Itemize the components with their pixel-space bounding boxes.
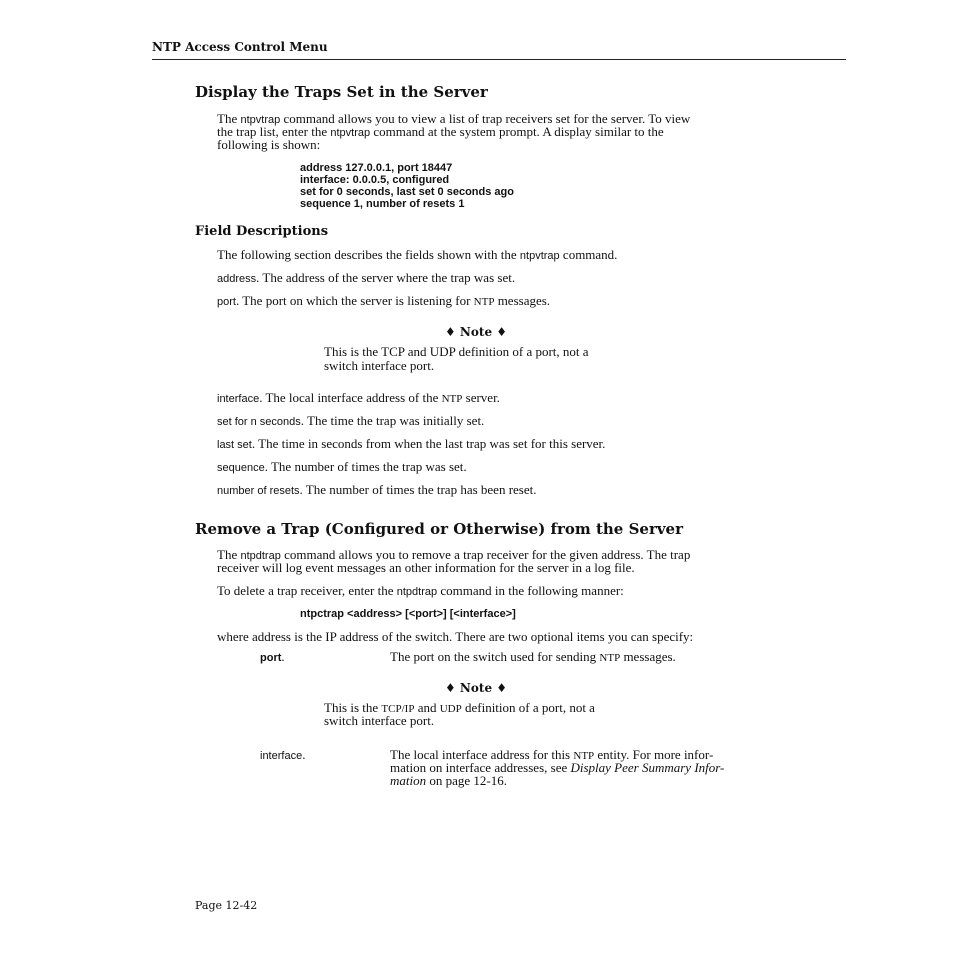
cross-reference-link[interactable]: mation [390,773,427,788]
field-term: last set [217,439,252,451]
field-interface: interface. The local interface address of the NTP server. [217,390,500,405]
command-ntpvtrap: ntpvtrap [330,127,371,139]
note-line-2: switch interface port. [324,358,435,373]
option-interface-desc-line-1: The local interface address for this NTP entity. For more infor- [390,747,714,762]
intro-line-1: The ntpvtrap command allows you to view a list of trap receivers set for the server. To view [217,111,691,126]
command-ntpvtrap: ntpvtrap [240,114,281,126]
option-port-desc: The port on the switch used for sending NTP messages. [390,649,676,664]
section-title-display-traps: Display the Traps Set in the Server [195,83,488,101]
delete-instruction: To delete a trap receiver, enter the ntpdtrap command in the following manner: [217,583,624,598]
page-number: Page 12-42 [195,899,258,912]
field-term: number of resets [217,485,300,497]
field-term: set for n seconds [217,416,301,428]
section-title-remove-trap: Remove a Trap (Configured or Otherwise) from the Server [195,520,684,538]
note-title: ♦ Note ♦ [445,681,508,695]
option-interface-term: interface. [260,747,306,762]
field-number-of-resets: number of resets. The number of times the trap has been reset. [217,482,537,497]
output-line: address 127.0.0.1, port 18447 [300,162,453,174]
field-term: address [217,273,257,285]
intro-line-2: the trap list, enter the ntpvtrap command at the system prompt. A display similar to the [217,124,664,139]
header-rule [152,59,846,60]
note-line-2: switch interface port. [324,713,435,728]
command-ntpdtrap: ntpdtrap [240,550,281,562]
option-port-term: port. [260,649,285,664]
output-line: interface: 0.0.0.5, configured [300,174,450,186]
command-syntax: ntpctrap <address> [<port>] [<interface>] [300,608,516,620]
fields-intro: The following section describes the fields shown with the ntpvtrap command. [217,247,618,262]
command-ntpvtrap: ntpvtrap [519,250,560,262]
field-port: port. The port on which the server is listening for NTP messages. [217,293,551,308]
option-interface-desc-line-3: mation on page 12-16. [390,773,507,788]
note-title: ♦ Note ♦ [445,325,508,339]
command-ntpdtrap: ntpdtrap [396,586,438,598]
intro-line-3: following is shown: [217,137,321,152]
subsection-title-field-descriptions: Field Descriptions [195,224,329,239]
note-line-1: This is the TCP and UDP definition of a port, not a [324,344,589,359]
field-term: interface [217,393,260,405]
field-address: address. The address of the server where the trap was set. [217,270,516,285]
output-line: sequence 1, number of resets 1 [300,198,465,210]
option-interface-desc-line-2: mation on interface addresses, see Display Peer Summary Infor- [390,760,725,775]
remove-para-line-1: The ntpdtrap command allows you to remove a trap receiver for the given address. The trap [217,547,691,562]
field-set-for: set for n seconds. The time the trap was initially set. [217,413,485,428]
sample-output [300,162,514,210]
field-term: sequence [217,462,265,474]
field-last-set: last set. The time in seconds from when the last trap was set for this server. [217,436,606,451]
cross-reference-link[interactable]: Display Peer Summary Infor- [570,760,725,775]
field-term: port [217,296,236,308]
remove-para-line-2: receiver will log event messages an other information for the server in a log file. [217,560,635,575]
running-header: NTP Access Control Menu [152,40,328,54]
optional-items-intro: where address is the IP address of the switch. There are two optional items you can specify: [217,629,694,644]
field-sequence: sequence. The number of times the trap was set. [217,459,467,474]
note-line-1: This is the TCP/IP and UDP definition of a port, not a [324,700,595,715]
output-line: set for 0 seconds, last set 0 seconds ago [300,186,514,198]
